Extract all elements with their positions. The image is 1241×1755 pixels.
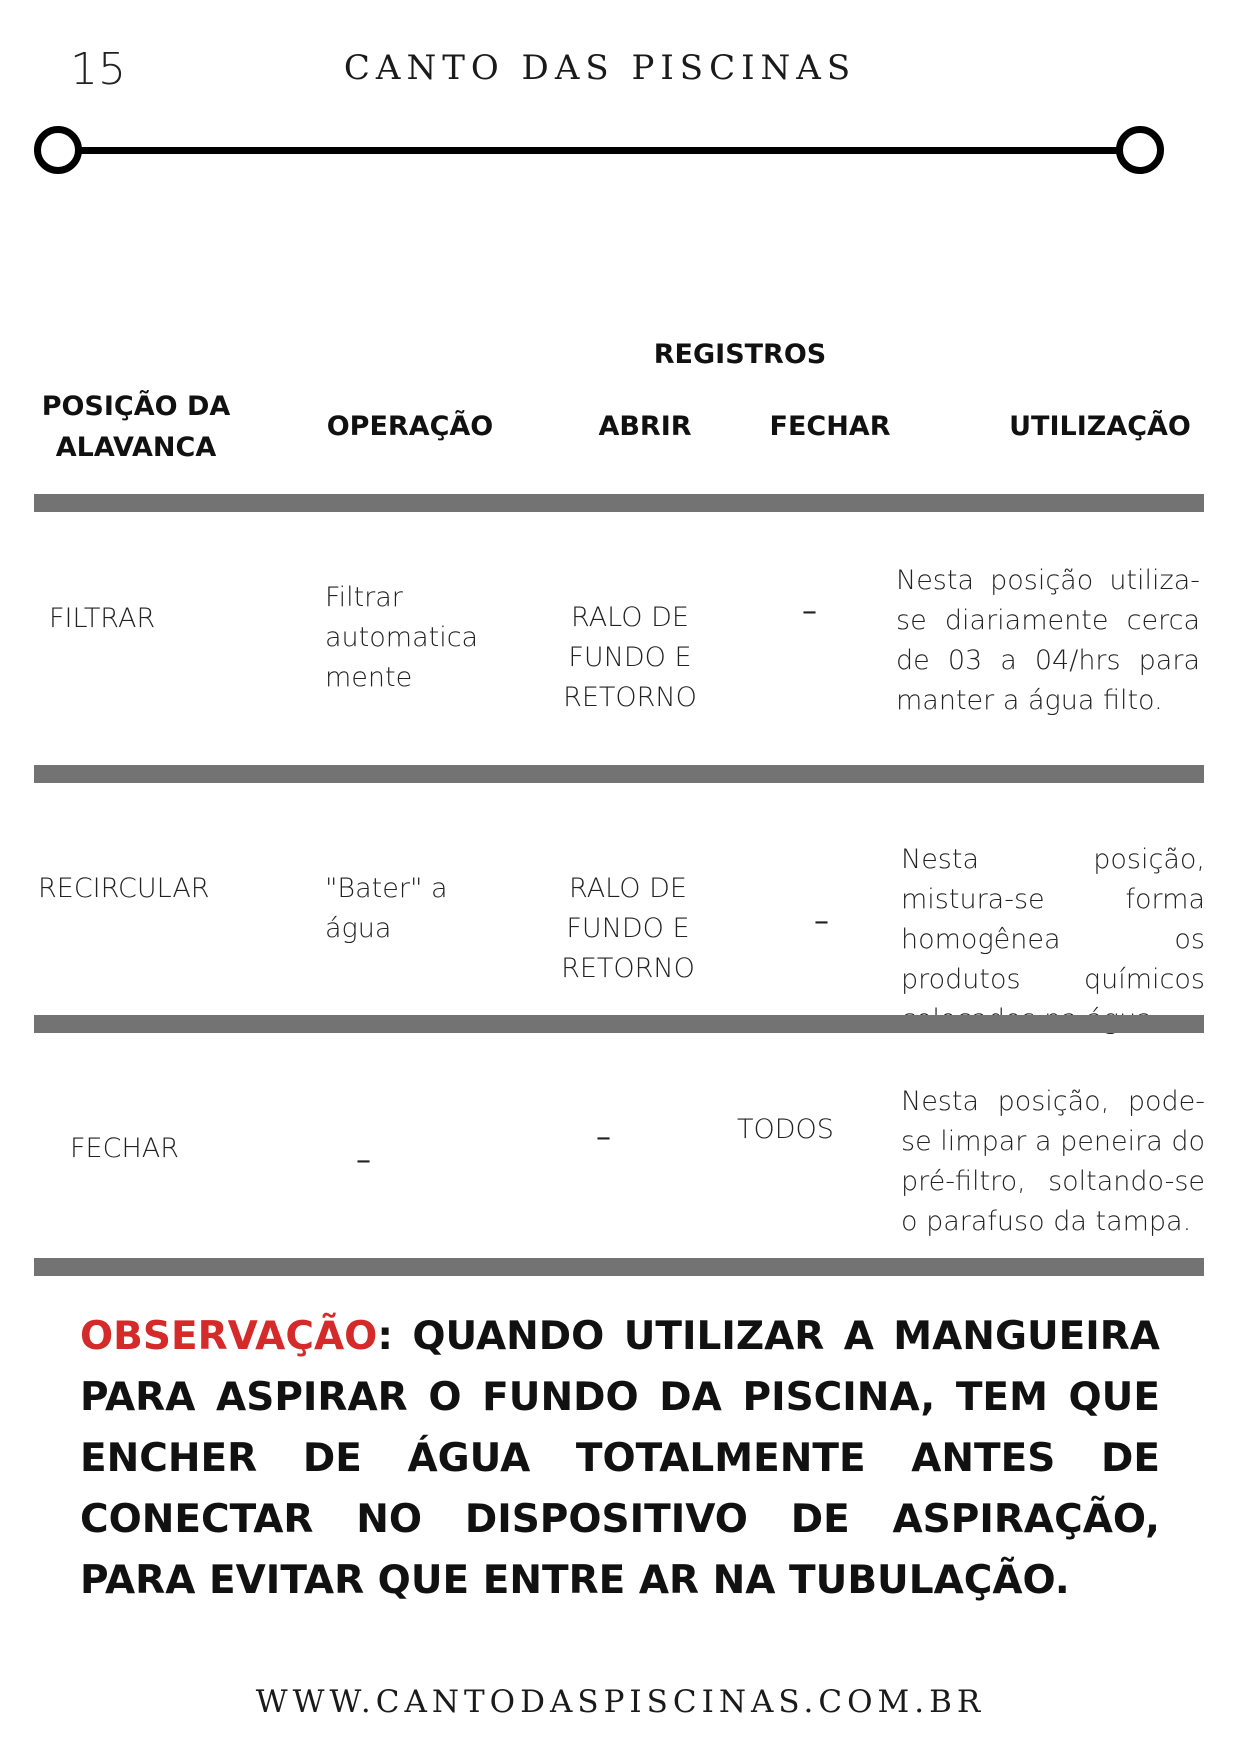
header-divider bbox=[34, 126, 1164, 176]
header-operacao: OPERAÇÃO bbox=[326, 411, 494, 442]
row-separator bbox=[34, 494, 1204, 512]
row-fechar-utilizacao: Nesta posição, pode-se limpar a peneira do pré-filtro, soltando-se o parafuso da tampa. bbox=[901, 1086, 1205, 1237]
brand-title: CANTO DAS PISCINAS bbox=[343, 48, 857, 88]
row-filtrar-posicao: FILTRAR bbox=[49, 603, 156, 634]
header-registros: REGISTROS bbox=[653, 339, 827, 370]
row-filtrar-fechar: – bbox=[802, 594, 817, 629]
page-number: 15 bbox=[70, 44, 126, 95]
row-separator bbox=[34, 1015, 1204, 1033]
header-fechar: FECHAR bbox=[769, 411, 891, 442]
divider-line bbox=[58, 147, 1140, 154]
circle-right-icon bbox=[1116, 126, 1164, 174]
row-filtrar-abrir: RALO DE FUNDO E RETORNO bbox=[563, 602, 697, 713]
row-recircular-posicao: RECIRCULAR bbox=[38, 873, 210, 904]
header-posicao: POSIÇÃO DA ALAVANCA bbox=[41, 391, 231, 463]
row-fechar-operacao: – bbox=[356, 1143, 371, 1178]
row-separator bbox=[34, 765, 1204, 783]
footer-website: WWW.CANTODASPISCINAS.COM.BR bbox=[255, 1684, 986, 1720]
row-recircular-fechar: – bbox=[814, 904, 829, 939]
row-filtrar-operacao: Filtrar automatica mente bbox=[325, 582, 479, 693]
row-recircular-operacao: "Bater" a água bbox=[325, 873, 448, 944]
row-fechar-abrir: – bbox=[596, 1120, 611, 1155]
observation-text: : QUANDO UTILIZAR A MANGUEIRA PARA ASPIRAR O FUNDO DA PISCINA, TEM QUE ENCHER DE ÁGUA TOTALMENTE ANTES DE CONECTAR NO DISPOSITIVO DE ASPIRAÇÃO, PARA EVITAR QUE ENTRE AR NA TUBULAÇÃO. bbox=[80, 1314, 1160, 1603]
header-abrir: ABRIR bbox=[598, 411, 692, 442]
row-fechar-fechar: TODOS bbox=[737, 1114, 834, 1145]
header-utilizacao: UTILIZAÇÃO bbox=[1009, 411, 1191, 442]
row-fechar-posicao: FECHAR bbox=[70, 1133, 179, 1164]
row-recircular-utilizacao: Nesta posição, mistura-se forma homogênea os produtos químicos bbox=[901, 844, 1205, 995]
observation-note bbox=[80, 1306, 1160, 1611]
observation-label: OBSERVAÇÃO bbox=[80, 1314, 378, 1359]
row-separator bbox=[34, 1258, 1204, 1276]
circle-left-icon bbox=[34, 126, 82, 174]
row-recircular-abrir: RALO DE FUNDO E RETORNO bbox=[561, 873, 695, 984]
row-filtrar-utilizacao: Nesta posição utiliza-se diariamente cerca de 03 a 04/hrs para manter a água filto. bbox=[896, 565, 1200, 716]
